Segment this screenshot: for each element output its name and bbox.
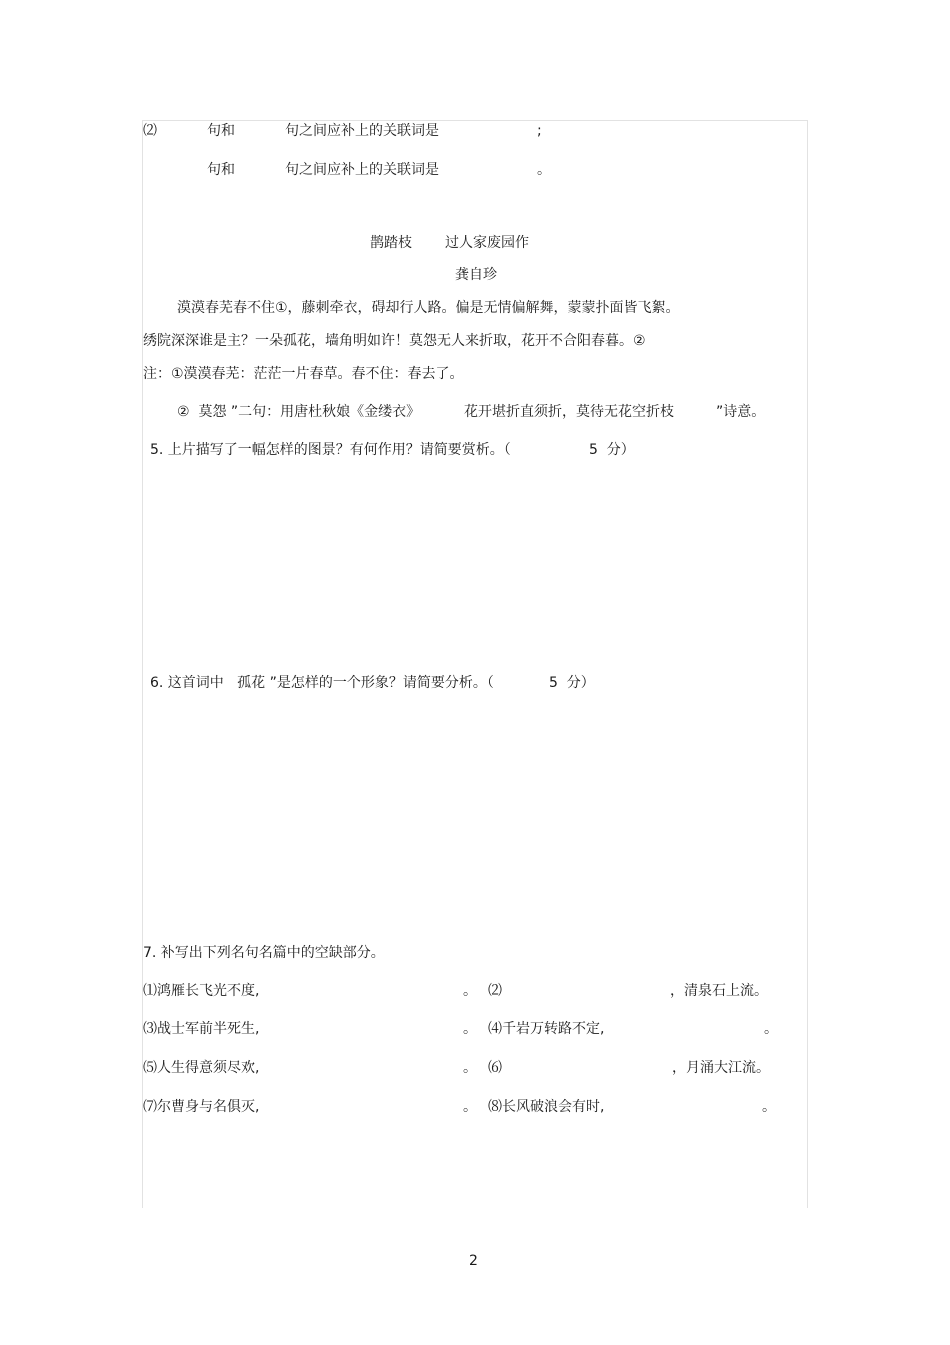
q7-row3-right-text: ，月涌大江流。 xyxy=(672,1060,770,1076)
q5-score: 5 分） xyxy=(589,442,635,458)
q7-row2-right-end: 。 xyxy=(764,1021,778,1037)
q7-row1-left-end: 。 xyxy=(463,983,477,999)
q7-row3-left-end: 。 xyxy=(463,1060,477,1076)
q7-row3-left: ⑸人生得意须尽欢, xyxy=(143,1060,260,1076)
poem-line-1: 漠漠春芜春不住①，藤刺牵衣，碍却行人路。偏是无情偏解舞，蒙蒙扑面皆飞絮。 xyxy=(177,300,680,316)
q7-row1-right-text: ，清泉石上流。 xyxy=(670,983,768,999)
q7-row2-left-end: 。 xyxy=(463,1021,477,1037)
q7-row1-right-marker: ⑵ xyxy=(488,983,502,999)
poem-note-2a: ② 莫怨 ”二句：用唐杜秋娘《金缕衣》 xyxy=(177,404,421,420)
q4-line1-end: ; xyxy=(537,123,542,139)
q7-row4-left: ⑺尔曹身与名俱灭, xyxy=(143,1099,260,1115)
q4-line1-a: 句和 xyxy=(207,123,235,139)
q4-line2-a: 句和 xyxy=(207,162,235,178)
q4-line1-b: 句之间应补上的关联词是 xyxy=(285,123,439,139)
q7-row4-right-marker: ⑻长风破浪会有时, xyxy=(488,1099,605,1115)
poem-subtitle: 过人家废园作 xyxy=(445,235,529,251)
q7-row2-right-marker: ⑷千岩万转路不定, xyxy=(488,1021,605,1037)
q6-score: 5 分） xyxy=(549,675,595,691)
q7-row1-left: ⑴鸿雁长飞光不度, xyxy=(143,983,260,999)
q7-row4-right-end: 。 xyxy=(762,1099,776,1115)
poem-line-2: 绣院深深谁是主？一朵孤花，墙角明如许！莫怨无人来折取，花开不合阳春暮。② xyxy=(143,333,646,349)
poem-title: 鹊踏枝 xyxy=(370,235,412,251)
poem-note-1: 注：①漠漠春芜：茫茫一片春草。春不住：春去了。 xyxy=(143,366,464,382)
poem-author: 龚自珍 xyxy=(455,267,497,283)
q7-row4-left-end: 。 xyxy=(463,1099,477,1115)
q7-row2-left: ⑶战士军前半死生, xyxy=(143,1021,260,1037)
q7-row3-right-marker: ⑹ xyxy=(488,1060,502,1076)
page-number: 2 xyxy=(469,1253,478,1269)
poem-note-2c: ”诗意。 xyxy=(716,404,766,420)
poem-note-2b: 花开堪折直须折，莫待无花空折枝 xyxy=(464,404,674,420)
q5-text: 5. 上片描写了一幅怎样的图景？有何作用？请简要赏析。（ xyxy=(150,442,511,458)
q4-line2-end: 。 xyxy=(537,162,551,178)
q4-line2-b: 句之间应补上的关联词是 xyxy=(285,162,439,178)
q6-text: 6. 这首词中 孤花 ”是怎样的一个形象？请简要分析。（ xyxy=(150,675,494,691)
q7-heading: 7. 补写出下列名句名篇中的空缺部分。 xyxy=(143,945,385,961)
q4-part2-marker: ⑵ xyxy=(143,123,157,139)
